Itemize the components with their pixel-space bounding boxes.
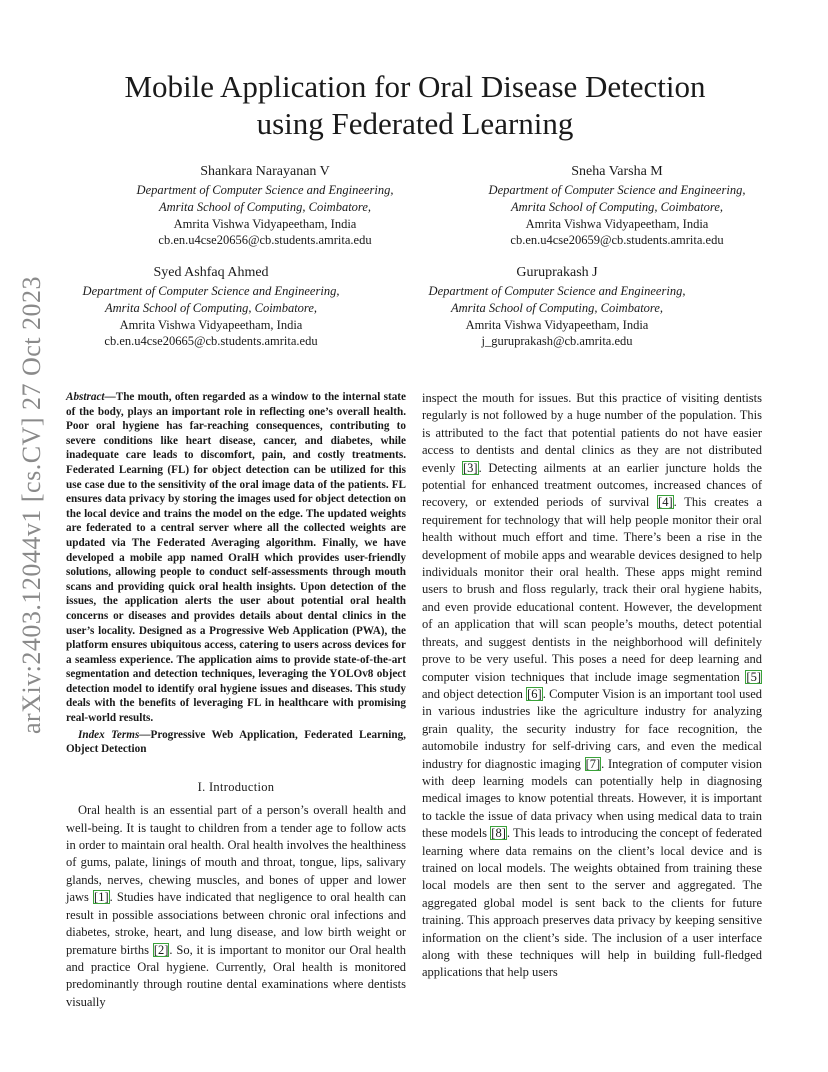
body-text: . Integration of computer vision with deep learning models can potentially help in diagnosing medical images to know potential threats. However, it is important to tackle the issue of data privacy when using medical data to train these models	[422, 756, 762, 841]
author-email: j_guruprakash@cb.amrita.edu	[481, 334, 633, 349]
citation-link-6[interactable]: [6]	[527, 686, 542, 701]
index-terms-text: —Progressive Web Application, Federated Learning, Object Detection	[66, 728, 406, 756]
author-name: Syed Ashfaq Ahmed	[153, 265, 269, 280]
author-email: cb.en.u4cse20656@cb.students.amrita.edu	[158, 233, 372, 248]
abstract-text: —The mouth, often regarded as a window to the internal state of the body, plays an important role in reflecting one’s overall health. Poor oral hygiene has far-reaching consequences, contributing to severe conditions like heart disease, cancer, and diabetes, while inadequate care leads to discomfort, pain, and costly treatments. Federated Learning (FL) for object detection can be utilized for this use case due to the sensitivity of the oral image data of the patients. FL ensures data privacy by storing the images used for object detection on the local device and trains the model on the edge. The updated weights are federated to a central server where all the collected weights are updated via The Federated Averaging algorithm. Finally, we have developed a mobile app named OralH which provides user-friendly solutions, allowing people to conduct self-assessments through mouth scans and providing quick oral health insights. Upon detection of the issues, the application alerts the user about potential oral health concerns or diseases and provides details about dental clinics in the user’s locality. Designed as a Progressive Web Application (PWA), the platform ensures ubiquitous access, catering to users across devices for a seamless experience. The application aims to provide state-of-the-art segmentation and detection techniques, leveraging the YOLOv8 object detection model to identify oral hygiene issues and diseases. This study deals with the benefits of leveraging FL in healthcare with promising real-world results.	[66, 391, 406, 725]
author-department: Department of Computer Science and Engineering,	[428, 284, 686, 298]
author-email: cb.en.u4cse20659@cb.students.amrita.edu	[510, 233, 724, 248]
author-block-4	[392, 263, 722, 350]
citation-link-1[interactable]: [1]	[94, 890, 109, 905]
author-name: Sneha Varsha M	[571, 164, 663, 179]
title-line-2: using Federated Learning	[256, 106, 574, 141]
body-text: . Studies have indicated that negligence to oral health can result in possible associations between chronic oral infections and diabetes, stroke, heart, and lung disease, and low birth weight or premature births	[66, 890, 406, 957]
author-university: Amrita Vishwa Vidyapeetham, India	[525, 216, 709, 231]
abstract-label: Abstract	[66, 391, 105, 403]
abstract	[66, 390, 406, 726]
author-university: Amrita Vishwa Vidyapeetham, India	[465, 317, 649, 332]
body-text: Oral health is an essential part of a person’s overall health and well-being. It is taught to children from a tender age to follow acts in order to maintain oral health. Oral health involves the healthiness of gums, palate, linings of mouth and throat, tongue, lips, salivary glands, nerves, chewing muscles, and bones of upper and lower jaws	[66, 803, 406, 905]
author-department: Department of Computer Science and Engineering,	[136, 183, 394, 197]
body-text: and object detection	[422, 686, 527, 701]
author-block-3	[46, 263, 376, 350]
intro-paragraph	[66, 802, 406, 1011]
paper-title	[60, 68, 770, 142]
author-department: Department of Computer Science and Engineering,	[82, 284, 340, 298]
citation-link-5[interactable]: [5]	[746, 669, 761, 684]
author-university: Amrita Vishwa Vidyapeetham, India	[173, 216, 357, 231]
author-name: Guruprakash J	[516, 265, 598, 280]
author-school: Amrita School of Computing, Coimbatore,	[104, 300, 318, 315]
author-name: Shankara Narayanan V	[200, 164, 330, 179]
citation-link-8[interactable]: [8]	[491, 826, 506, 841]
citation-link-3[interactable]: [3]	[462, 460, 478, 475]
arxiv-identifier: arXiv:2403.12044v1 [cs.CV] 27 Oct 2023	[17, 275, 46, 735]
author-email: cb.en.u4cse20665@cb.students.amrita.edu	[104, 334, 318, 349]
author-university: Amrita Vishwa Vidyapeetham, India	[119, 317, 303, 332]
author-school: Amrita School of Computing, Coimbatore,	[450, 300, 664, 315]
citation-link-7[interactable]: [7]	[585, 756, 601, 771]
body-text: inspect the mouth for issues. But this practice of visiting dentists regularly is not followed by a huge number of the population. This is attributed to the fact that potential patients do not have easier access to dentists and dental clinics as they are not distributed evenly	[422, 391, 762, 475]
section-heading-introduction: I. Introduction	[197, 779, 275, 794]
title-line-1: Mobile Application for Oral Disease Detection	[124, 69, 706, 104]
citation-link-2[interactable]: [2]	[153, 942, 169, 957]
author-school: Amrita School of Computing, Coimbatore,	[510, 199, 724, 214]
author-department: Department of Computer Science and Engineering,	[488, 183, 746, 197]
body-text: . This creates a requirement for technology that will help people monitor their oral health without much effort and time. There’s been a rise in the development of mobile apps and wearable devices designed to help individuals monitor their oral health. These apps might remind users to brush and floss regularly, track their oral hygiene habits, and even provide educational content. However, the development of an application that will scan people’s mouths, detect potential threats, and suggest dentists in the neighborhood will definitely prove to be very useful. This poses a need for deep learning and computer vision techniques that include image segmentation	[422, 495, 762, 684]
author-block-1	[100, 162, 430, 249]
author-block-2	[452, 162, 782, 249]
author-school: Amrita School of Computing, Coimbatore,	[158, 199, 372, 214]
body-text: . This leads to introducing the concept of federated learning where data remains on the client’s local device and is trained on local models. The weights obtained from training these local models are then sent to the server and aggregated. The aggregated global model is sent back to the clients for future training. This approach preserves data privacy by keeping sensitive information on the client’s side. The inclusion of a user interface along with these techniques will help in building full-fledged applications that help users	[422, 826, 762, 980]
body-text: . Detecting ailments at an earlier juncture holds the potential for enhanced treatment outcomes, increased chances of recovery, or extended periods of survival	[422, 460, 762, 510]
citation-link-4[interactable]: [4]	[658, 495, 673, 510]
body-text: . Computer Vision is an important tool used in various industries like the agriculture industry for analyzing grain quality, the security industry for face recognition, the automobile industry for self-driving cars, and even the medical industry for diagnostic imaging	[422, 686, 763, 771]
index-terms	[66, 728, 406, 757]
index-terms-label: Index Terms	[78, 728, 140, 741]
right-column	[422, 390, 762, 982]
left-column	[66, 390, 406, 1011]
intro-paragraph-continued	[422, 390, 762, 982]
body-text: . So, it is important to monitor our Oral health and practice Oral hygiene. Currently, Oral health is monitored predominantly through routine dental examinations where dentists visually	[66, 942, 407, 1009]
